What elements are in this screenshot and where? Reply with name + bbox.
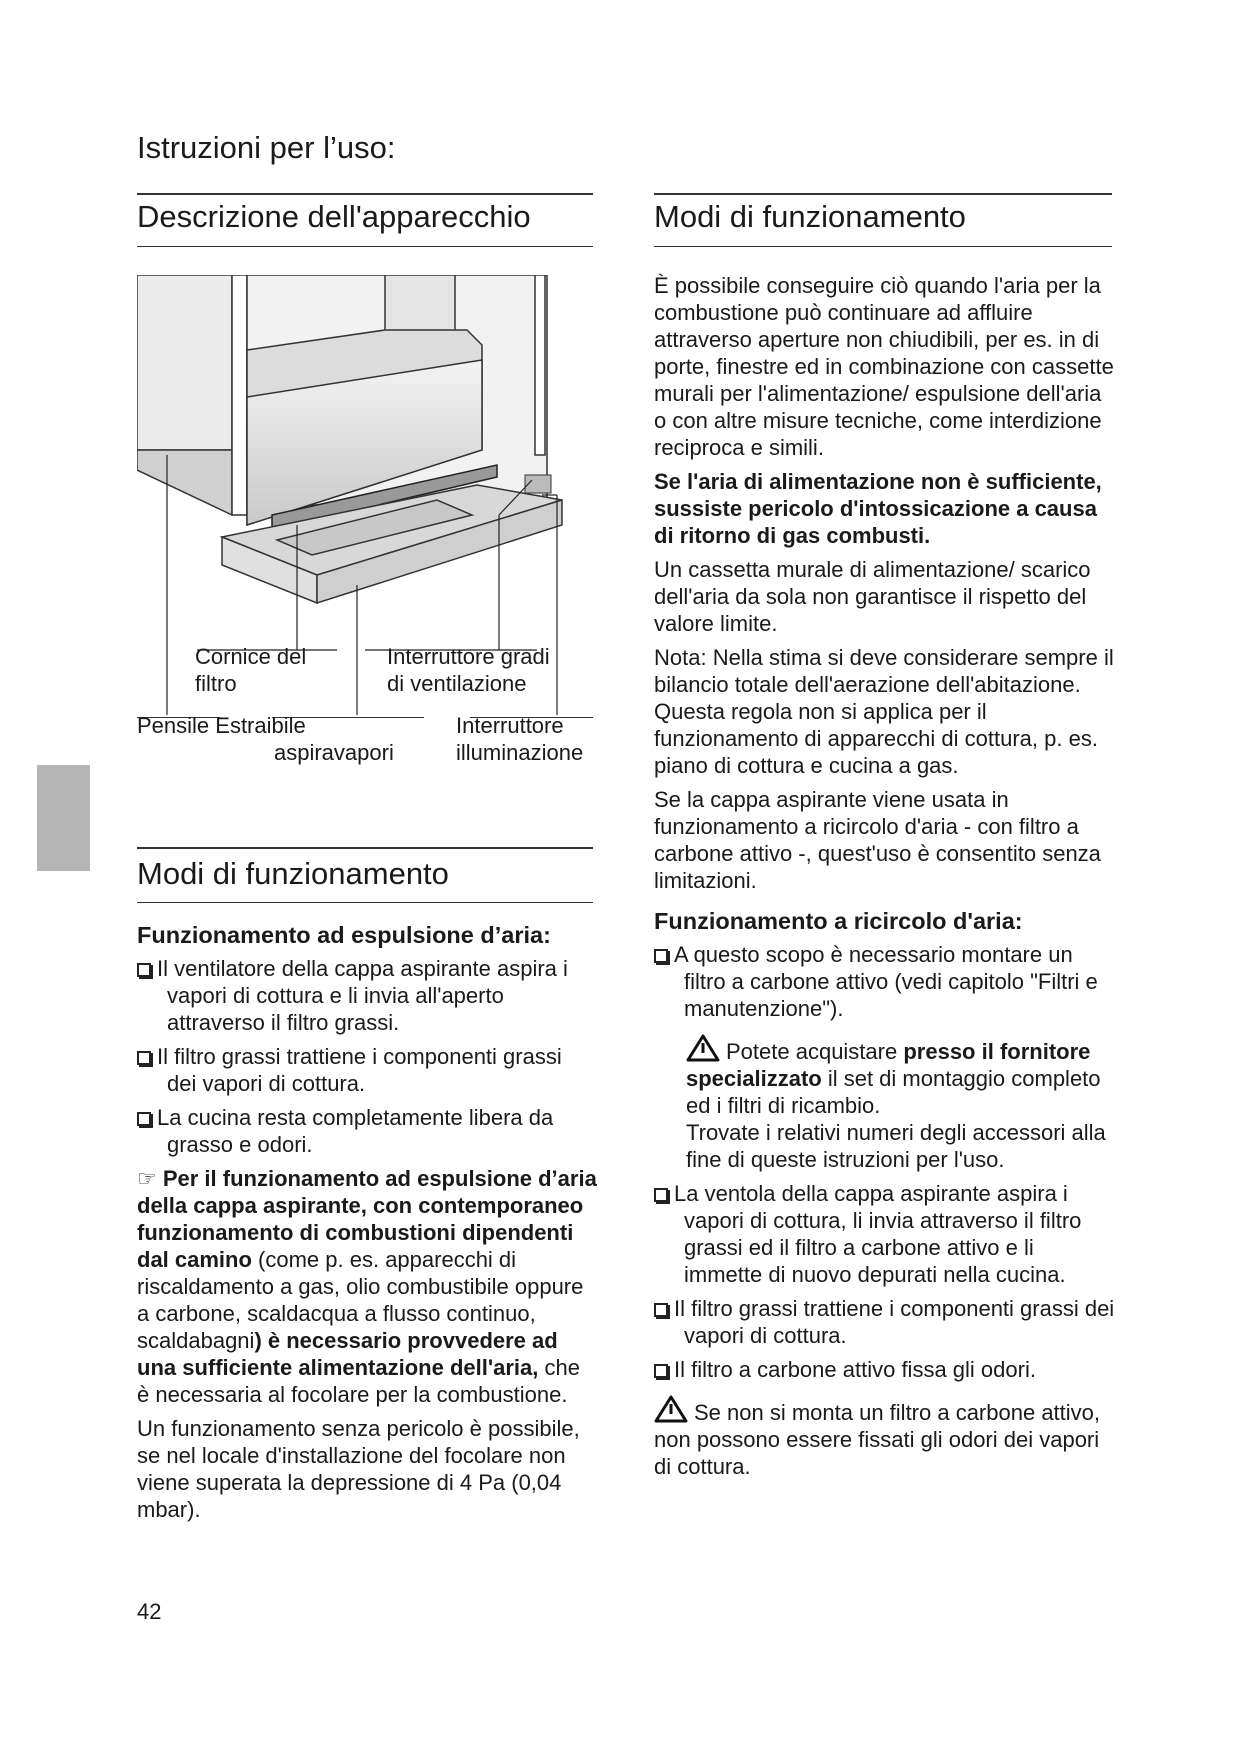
- label-pull-out-hood: Pensile Estraibile aspiravapori: [137, 713, 394, 765]
- paragraph: Un funzionamento senza pericolo è possibile, se nel locale d'installazione del focolare non viene superata la depressione di 4 Pa (0,04 mbar).: [137, 1416, 580, 1522]
- section-heading-modes: Modi di funzionamento: [137, 856, 449, 891]
- divider: [654, 193, 1112, 195]
- checkbox-bullet-icon: [137, 1051, 151, 1065]
- section-tab-marker: [37, 765, 90, 871]
- divider: [137, 246, 593, 247]
- label-light-switch: Interruttore illuminazione: [456, 713, 584, 765]
- section-heading-description: Descrizione dell'apparecchio: [137, 199, 531, 234]
- label-filter-frame: Cornice del filtro: [195, 644, 307, 696]
- list-item: La cucina resta completamente libera da grasso e odori.: [137, 1104, 597, 1158]
- divider: [137, 193, 593, 195]
- section-heading-modes-right: Modi di funzionamento: [654, 199, 966, 234]
- divider: [137, 902, 593, 903]
- divider: [137, 847, 593, 849]
- paragraph: Un cassetta murale di alimentazione/ scarico dell'aria da sola non garantisce il rispetto del valore limite.: [654, 557, 1091, 636]
- warning-icon: [686, 1034, 720, 1062]
- left-text: [137, 922, 597, 1530]
- checkbox-bullet-icon: [654, 1188, 668, 1202]
- warning-icon: [654, 1395, 688, 1423]
- list-item: Il filtro grassi trattiene i componenti grassi dei vapori di cottura.: [654, 1295, 1116, 1349]
- page-number: 42: [137, 1599, 162, 1624]
- list-item: Il ventilatore della cappa aspirante aspira i vapori di cottura e li invia all'aperto attraverso il filtro grassi.: [137, 955, 597, 1036]
- checkbox-bullet-icon: [654, 1303, 668, 1317]
- list-item: La ventola della cappa aspirante aspira i vapori di cottura, li invia attraverso il filtro grassi ed il filtro a carbone attivo e li immette di nuovo depurati nella cucina.: [654, 1180, 1116, 1288]
- subheading-exhaust: Funzionamento ad espulsione d’aria:: [137, 922, 551, 948]
- checkbox-bullet-icon: [654, 949, 668, 963]
- paragraph: È possibile conseguire ciò quando l'aria per la combustione può continuare ad affluire attraverso aperture non chiudibili, per es. in di porte, finestre ed in combinazione con cassette murali per l'alimentazione/ espulsione dell'aria o con altre misure tecniche, come interdizione reciproca e simili.: [654, 273, 1114, 460]
- warning-note: Se non si monta un filtro a carbone attivo, non possono essere fissati gli odori dei vapori di cottura.: [654, 1395, 1116, 1480]
- page-title: Istruzioni per l’uso:: [137, 130, 396, 165]
- right-text: [654, 272, 1116, 1487]
- divider: [654, 246, 1112, 247]
- list-item: A questo scopo è necessario montare un filtro a carbone attivo (vedi capitolo "Filtri e manutenzione").: [654, 941, 1116, 1022]
- pointing-hand-icon: ☞: [137, 1166, 163, 1191]
- warning-note: Potete acquistare presso il fornitore specializzato il set di montaggio completo ed i filtri di ricambio. Trovate i relativi numeri degli accessori alla fine di queste istruzioni per l'uso.: [654, 1034, 1116, 1173]
- list-item: Il filtro grassi trattiene i componenti grassi dei vapori di cottura.: [137, 1043, 597, 1097]
- paragraph: Nota: Nella stima si deve considerare sempre il bilancio totale dell'aerazione dell'abitazione. Questa regola non si applica per il funzionamento di apparecchi di cottura, p. es. piano di cottura e cucina a gas.: [654, 645, 1114, 778]
- note: ☞ Per il funzionamento ad espulsione d’aria della cappa aspirante, con contemporaneo funzionamento di combustioni dipendenti dal camino (come p. es. apparecchi di riscaldamento a gas, olio combustibile oppure a carbone, scaldacqua a flusso continuo, scaldabagni) è necessario provvedere ad una sufficiente alimentazione dell'aria, che è necessaria al focolare per la combustione.: [137, 1166, 597, 1407]
- list-item: Il filtro a carbone attivo fissa gli odori.: [654, 1356, 1116, 1383]
- subheading-recirculation: Funzionamento a ricircolo d'aria:: [654, 908, 1023, 934]
- warning-paragraph: Se l'aria di alimentazione non è sufficiente, sussiste pericolo d'intossicazione a causa di ritorno di gas combusti.: [654, 469, 1102, 548]
- paragraph: Se la cappa aspirante viene usata in funzionamento a ricircolo d'aria - con filtro a carbone attivo -, quest'uso è consentito senza limitazioni.: [654, 787, 1101, 893]
- checkbox-bullet-icon: [137, 1112, 151, 1126]
- checkbox-bullet-icon: [654, 1364, 668, 1378]
- label-fan-speed-switch: Interruttore gradi di ventilazione: [387, 644, 550, 696]
- checkbox-bullet-icon: [137, 963, 151, 977]
